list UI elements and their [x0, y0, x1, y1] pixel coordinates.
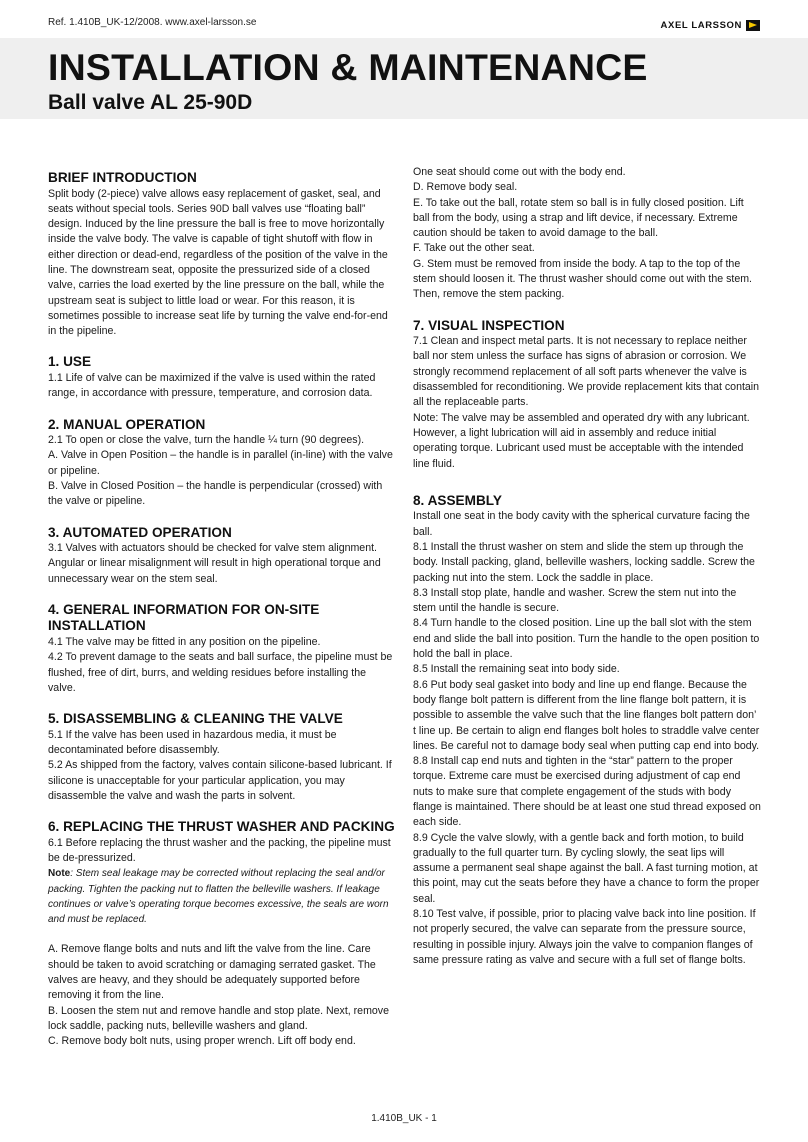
- assembly-p4: 8.4 Turn handle to the closed position. Line up the ball slot with the stem end and slide the ball into position. Turn the handle to the open position to hold the ball in place.: [413, 617, 760, 661]
- replacing-step-e: E. To take out the ball, rotate stem so ball is in fully closed position. Lift ball from the body, using a strap and lift device, if necessary. Extreme caution should be taken to avoid damage to the ball.: [413, 196, 744, 240]
- right-column: [413, 165, 761, 968]
- section-title-visual: 7. VISUAL INSPECTION: [413, 317, 565, 333]
- manual-p2: A. Valve in Open Position – the handle is in parallel (in-line) with the valve or pipeline.: [48, 449, 393, 477]
- section-title-use: 1. USE: [48, 354, 92, 370]
- brand-name: AXEL LARSSON: [660, 20, 742, 31]
- assembly-p8: 8.8 Install cap end nuts and tighten in the “star” pattern to the proper torque. Extreme care must be exercised during adjustment of cap end nuts to make sure that complete engagement of the studs with body flange is maintained. There should be at least one stud thread exposed on each side.: [413, 755, 761, 829]
- manual-p1: 2.1 To open or close the valve, turn the handle ¼ turn (90 degrees).: [48, 434, 365, 447]
- section-title-replacing: 6. REPLACING THE THRUST WASHER AND PACKING: [48, 819, 395, 835]
- section-title-disassembling: 5. DISASSEMBLING & CLEANING THE VALVE: [48, 711, 343, 727]
- assembly-p0: Install one seat in the body cavity with the spherical curvature facing the ball.: [413, 510, 750, 538]
- note-text: : Stem seal leakage may be corrected without replacing the seal and/or packing. Tighten the packing nut to flatten the belleville washers. If leakage continues or valve’s operating torque becomes excessive, the seals are worn and must be replaced.: [48, 868, 389, 926]
- section-title-intro: BRIEF INTRODUCTION: [48, 170, 197, 185]
- section-title-general: 4. GENERAL INFORMATION FOR ON-SITE INSTALLATION: [48, 601, 320, 634]
- manual-p3: B. Valve in Closed Position – the handle is perpendicular (crossed) with the valve or pipeline.: [48, 479, 383, 508]
- disassembling-p2: 5.2 As shipped from the factory, valves contain silicone-based lubricant. If silicone is unacceptable for your particular application, you may disassemble the valve and wash the parts in solvent.: [48, 759, 392, 802]
- assembly-p1: 8.1 Install the thrust washer on stem and slide the stem up through the body. Install packing, gland, belleville washers, locking saddle. Screw the packing nut into the stem. Lock the saddle in place.: [413, 540, 755, 584]
- left-column: [48, 170, 396, 1049]
- general-p1: 4.1 The valve may be fitted in any position on the pipeline.: [48, 635, 321, 648]
- note-label: Note: [48, 868, 71, 880]
- section-body-intro: Split body (2-piece) valve allows easy replacement of gasket, seal, and seats without special tools. Series 90D ball valves use “floating ball” design. Induced by the line pressure the ball is free to move horizontally inside the valve body. The valve is capable of tight shutoff with flow in either direction or dead-end, regardless of the position of the valve in the line. The downstream seat, opposite the pressurized side of a closed valve, carries the load exerted by the line pressure on the ball, while the upstream seat is subject to little load or wear. For this reason, it is sometimes possible to increase seat life by turning the valve end-for-end in the pipeline.: [48, 187, 388, 338]
- replacing-p1: 6.1 Before replacing the thrust washer and the packing, the pipeline must be de-pressurized.: [48, 836, 391, 864]
- section-title-assembly: 8. ASSEMBLY: [413, 492, 502, 508]
- replacing-step-g: G. Stem must be removed from inside the body. A tap to the top of the stem should loosen it. The thrust washer should come out with the stem. Then, remove the stem packing.: [413, 257, 752, 301]
- replacing-step-a: A. Remove flange bolts and nuts and lift the valve from the line. Care should be taken to avoid scratching or damaging serrated gasket. The valves are heavy, and they should be adequately supported before removing it from the line.: [48, 943, 376, 1002]
- replacing-step-d: D. Remove body seal.: [413, 181, 518, 194]
- document-reference: Ref. 1.410B_UK-12/2008. www.axel-larsson.se: [48, 17, 257, 28]
- disassembling-p1: 5.1 If the valve has been used in hazardous media, it must be decontaminated before disassembly.: [48, 728, 337, 756]
- replacing-step-c: C. Remove body bolt nuts, using proper wrench. Lift off body end.: [48, 1035, 356, 1048]
- section-title-automated: 3. AUTOMATED OPERATION: [48, 524, 232, 540]
- section-body-use: 1.1 Life of valve can be maximized if the valve is used within the rated range, in accordance with pressure, temperature, and corrosion data.: [48, 371, 376, 400]
- assembly-p9: 8.9 Cycle the valve slowly, with a gentle back and forth motion, to build gradually to the full quarter turn. By cycling slowly, the seat lips will assume a permanent seal shape against the ball. A fast turning motion, at this point, may cut the seats before they have a chance to form the proper seal.: [413, 831, 760, 905]
- general-p2: 4.2 To prevent damage to the seats and ball surface, the pipeline must be flushed, free of dirt, burrs, and welding residues before installing the valve.: [48, 651, 393, 694]
- visual-p2: Note: The valve may be assembled and operated dry with any lubricant. However, a light lubrication will aid in assembly and reduce initial operating torque. Lubricant used must be acceptable with the intended line fluid.: [413, 411, 750, 470]
- replacing-step-b: B. Loosen the stem nut and remove handle and stop plate. Next, remove lock saddle, packing nuts, belleville washers and gland.: [48, 1004, 389, 1032]
- replacing-note: [48, 866, 396, 927]
- brand-logo: [661, 20, 760, 31]
- page-subtitle: Ball valve AL 25-90D: [48, 91, 253, 114]
- section-title-manual: 2. MANUAL OPERATION: [48, 416, 206, 432]
- assembly-p5: 8.5 Install the remaining seat into body side.: [413, 663, 620, 676]
- visual-p1: 7.1 Clean and inspect metal parts. It is not necessary to replace neither ball nor stem unless the surface has signs of abrasion or corrosion. We strongly recommend replacement of all soft parts whenever the valve is disassembled for reconditioning. We provide replacement kits that contain all the replaceable parts.: [413, 335, 760, 409]
- replacing-step-c-continued: One seat should come out with the body end.: [413, 166, 626, 178]
- assembly-p3: 8.3 Install stop plate, handle and washer. Screw the stem nut into the stem until the handle is secure.: [413, 586, 737, 615]
- replacing-step-f: F. Take out the other seat.: [413, 242, 535, 255]
- assembly-p10: 8.10 Test valve, if possible, prior to placing valve back into line position. If not properly secured, the valve can separate from the pressure source, resulting in possible injury. Always join the valve to companion flanges of same pressure rating as valve and secure with a full set of flange bolts.: [413, 908, 756, 966]
- brand-logo-icon: [746, 20, 760, 31]
- page-number: 1.410B_UK - 1: [371, 1113, 437, 1124]
- section-body-automated: 3.1 Valves with actuators should be checked for valve stem alignment. Angular or linear misalignment will result in high operational torque and unnecessary wear on the stem seal.: [48, 542, 381, 585]
- title-banner: [0, 38, 808, 119]
- page-title: INSTALLATION & MAINTENANCE: [48, 46, 648, 88]
- assembly-p6: 8.6 Put body seal gasket into body and line up end flange. Because the body flange bolt pattern is different from the line flange bolt pattern, it is possible to assemble the valve such that the line flanges bolt pattern don’ t line up. Be certain to align end flanges bolt holes to straddle valve center lines. Be careful not to damage body seal when putting cap end into body.: [413, 678, 760, 752]
